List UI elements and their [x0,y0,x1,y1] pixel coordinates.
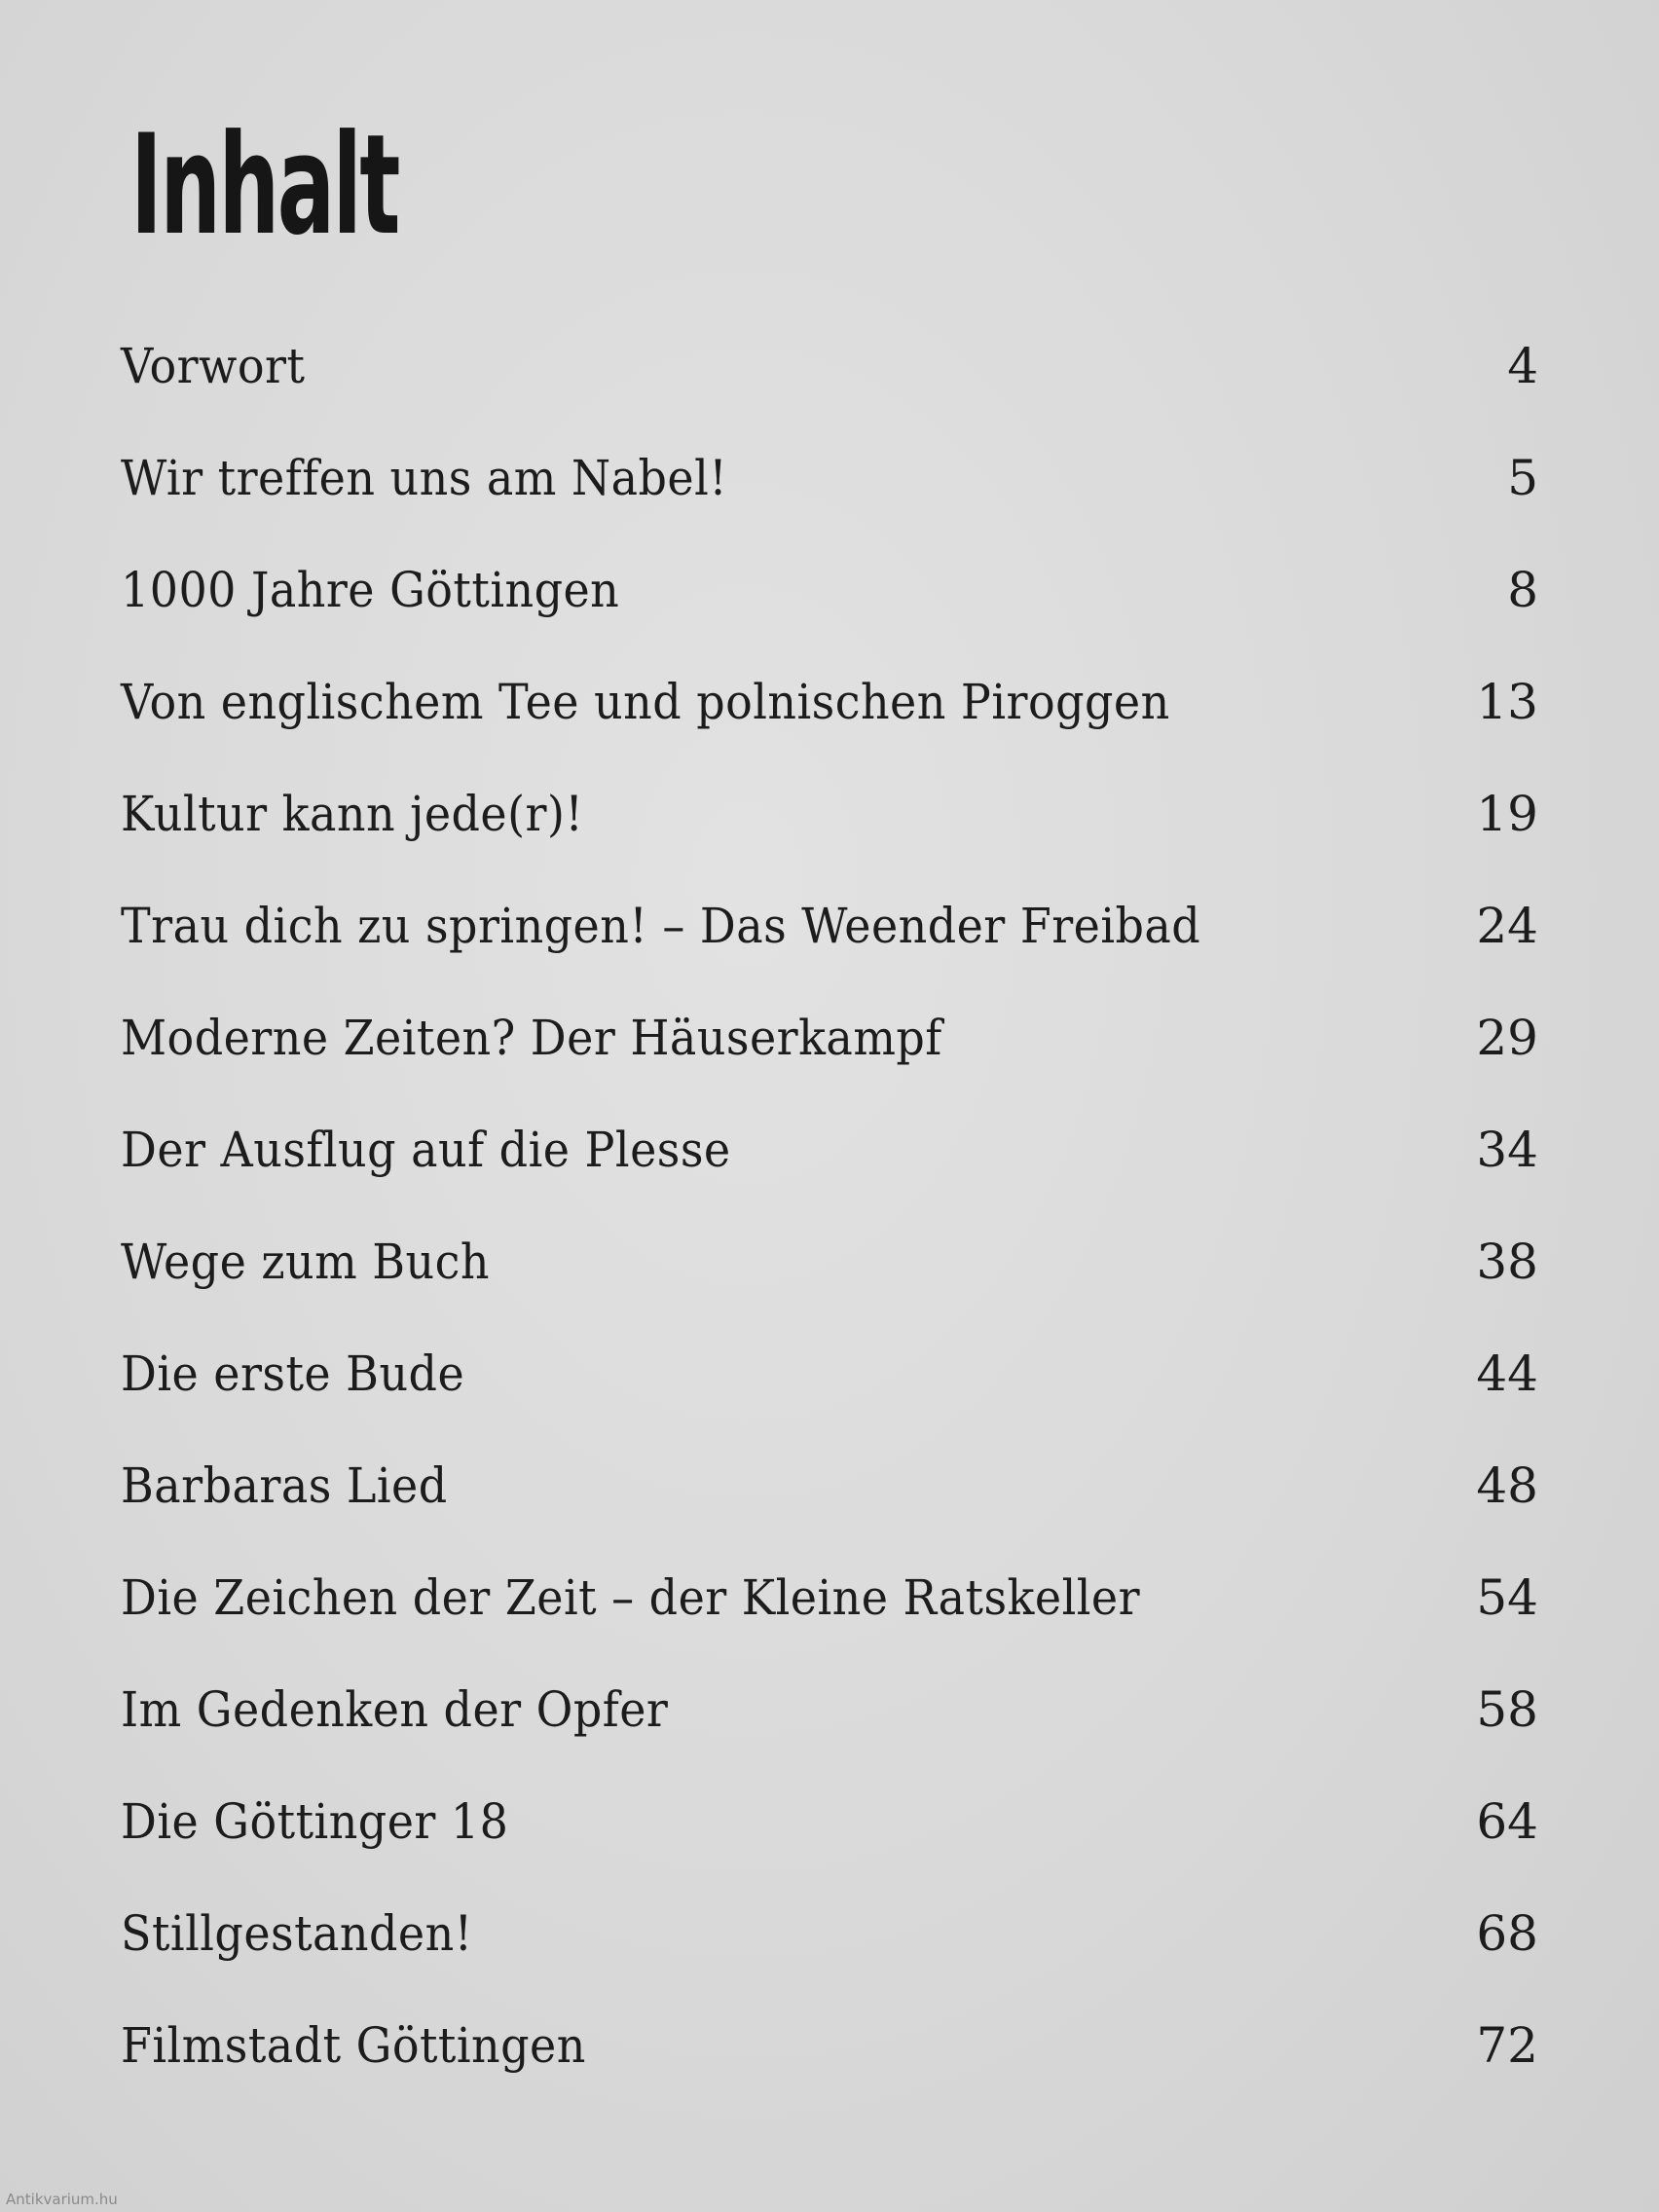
toc-entry [121,981,1538,1093]
toc-entry [121,1989,1538,2101]
toc-entry [121,1541,1538,1653]
toc-entry-title: Die Göttinger 18 [121,1792,509,1850]
toc-entry-title: Vorwort [121,337,306,394]
toc-entry-page-number: 38 [1476,1233,1538,1290]
toc-entry [121,1429,1538,1541]
toc-entry-title: Stillgestanden! [121,1904,473,1962]
toc-entry [121,422,1538,534]
toc-entry [121,310,1538,422]
toc-entry-title: Die Zeichen der Zeit – der Kleine Ratskeller [121,1568,1141,1626]
toc-entry-title: Im Gedenken der Opfer [121,1680,669,1738]
toc-entry-title: Barbaras Lied [121,1456,448,1514]
toc-entry-page-number: 72 [1476,2016,1538,2074]
toc-entry-title: 1000 Jahre Göttingen [121,561,620,618]
toc-entry-page-number: 13 [1476,673,1538,730]
toc-entry [121,757,1538,869]
toc-entry-title: Wege zum Buch [121,1233,490,1290]
toc-entry [121,645,1538,757]
toc-entry-title: Trau dich zu springen! – Das Weender Freibad [121,897,1201,954]
toc-entry-page-number: 54 [1476,1568,1538,1626]
toc-entry-page-number: 4 [1507,337,1538,394]
watermark: Antikvarium.hu [6,2191,118,2208]
toc-entry-title: Von englischem Tee und polnischen Piroggen [121,673,1170,730]
toc-entry [121,534,1538,645]
toc-entry [121,1093,1538,1205]
toc-entry-title: Kultur kann jede(r)! [121,785,584,842]
toc-entry-page-number: 44 [1476,1345,1538,1402]
toc-entry [121,869,1538,981]
toc-entry-title: Wir treffen uns am Nabel! [121,449,728,506]
toc-entry-title: Filmstadt Göttingen [121,2016,586,2074]
toc-entry-page-number: 58 [1476,1680,1538,1738]
table-of-contents [121,310,1538,2101]
toc-entry [121,1653,1538,1765]
toc-entry-page-number: 29 [1476,1009,1538,1066]
toc-entry-page-number: 19 [1476,785,1538,842]
toc-entry-page-number: 34 [1476,1121,1538,1178]
toc-entry-page-number: 68 [1476,1904,1538,1962]
page-title: Inhalt [130,105,398,266]
toc-entry-page-number: 24 [1476,897,1538,954]
toc-entry-title: Die erste Bude [121,1345,465,1402]
toc-entry [121,1877,1538,1989]
toc-entry-page-number: 64 [1476,1792,1538,1850]
toc-entry [121,1317,1538,1429]
toc-entry [121,1765,1538,1877]
toc-entry-page-number: 48 [1476,1456,1538,1514]
toc-entry-title: Der Ausflug auf die Plesse [121,1121,731,1178]
toc-entry-page-number: 8 [1507,561,1538,618]
toc-entry-page-number: 5 [1507,449,1538,506]
toc-entry [121,1205,1538,1317]
toc-entry-title: Moderne Zeiten? Der Häuserkampf [121,1009,942,1066]
